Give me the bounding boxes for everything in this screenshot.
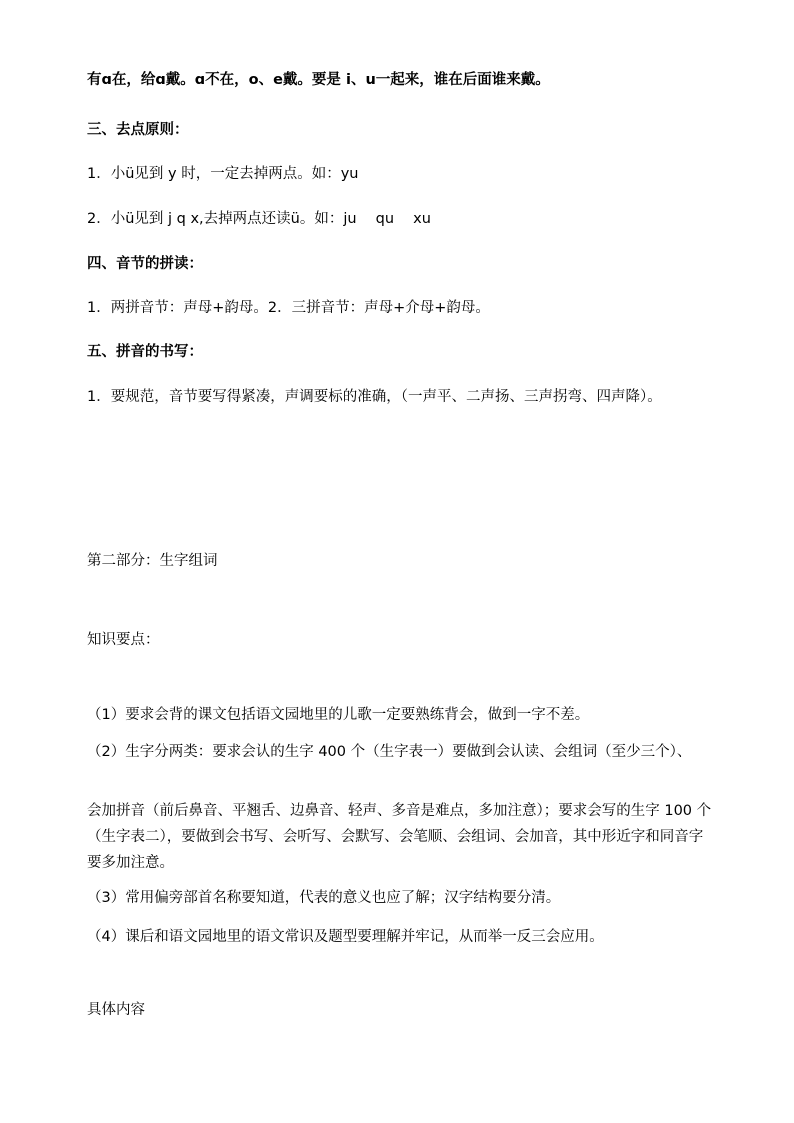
knowledge-point-3: （3）常用偏旁部首名称要知道，代表的意义也应了解；汉字结构要分清。 [87, 890, 561, 906]
knowledge-points-heading: 知识要点： [87, 632, 160, 648]
knowledge-point-2a: （2）生字分两类：要求会认的生字 400 个（生字表一）要做到会认读、会组词（至少三个）、 [87, 744, 692, 760]
knowledge-point-1: （1）要求会背的课文包括语文园地里的儿歌一定要熟练背会，做到一字不差。 [87, 707, 590, 723]
section3-item-1: 1．小ü见到 y 时，一定去掉两点。如：yu [87, 166, 359, 182]
section5-item-1: 1．要规范，音节要写得紧凑，声调要标的准确，（一声平、二声扬、三声拐弯、四声降）。 [87, 389, 662, 405]
knowledge-point-2b: 会加拼音（前后鼻音、平翘舌、边鼻音、轻声、多音是难点，多加注意）；要求会写的生字 100 个（生字表二），要做到会书写、会听写、会默写、会笔顺、会组词、会加音，其中形近字和同音字要多加注意。 [87, 803, 712, 871]
section5-heading: 五、拼音的书写： [87, 344, 203, 360]
details-heading: 具体内容 [87, 1002, 145, 1018]
section4-item-1: 1．两拼音节：声母+韵母。2．三拼音节：声母+介母+韵母。 [87, 300, 490, 316]
part2-title: 第二部分：生字组词 [87, 553, 218, 569]
knowledge-point-4: （4）课后和语文园地里的语文常识及题型要理解并牢记，从而举一反三会应用。 [87, 929, 604, 945]
tone-mark-rule: 有ɑ在，给ɑ戴。ɑ不在，o、e戴。要是 i、u一起来，谁在后面谁来戴。 [87, 72, 550, 88]
section4-heading: 四、音节的拼读： [87, 256, 203, 272]
section3-heading: 三、去点原则： [87, 122, 189, 138]
section3-item-2: 2．小ü见到 j q x,去掉两点还读ü。如：ju qu xu [87, 211, 431, 227]
